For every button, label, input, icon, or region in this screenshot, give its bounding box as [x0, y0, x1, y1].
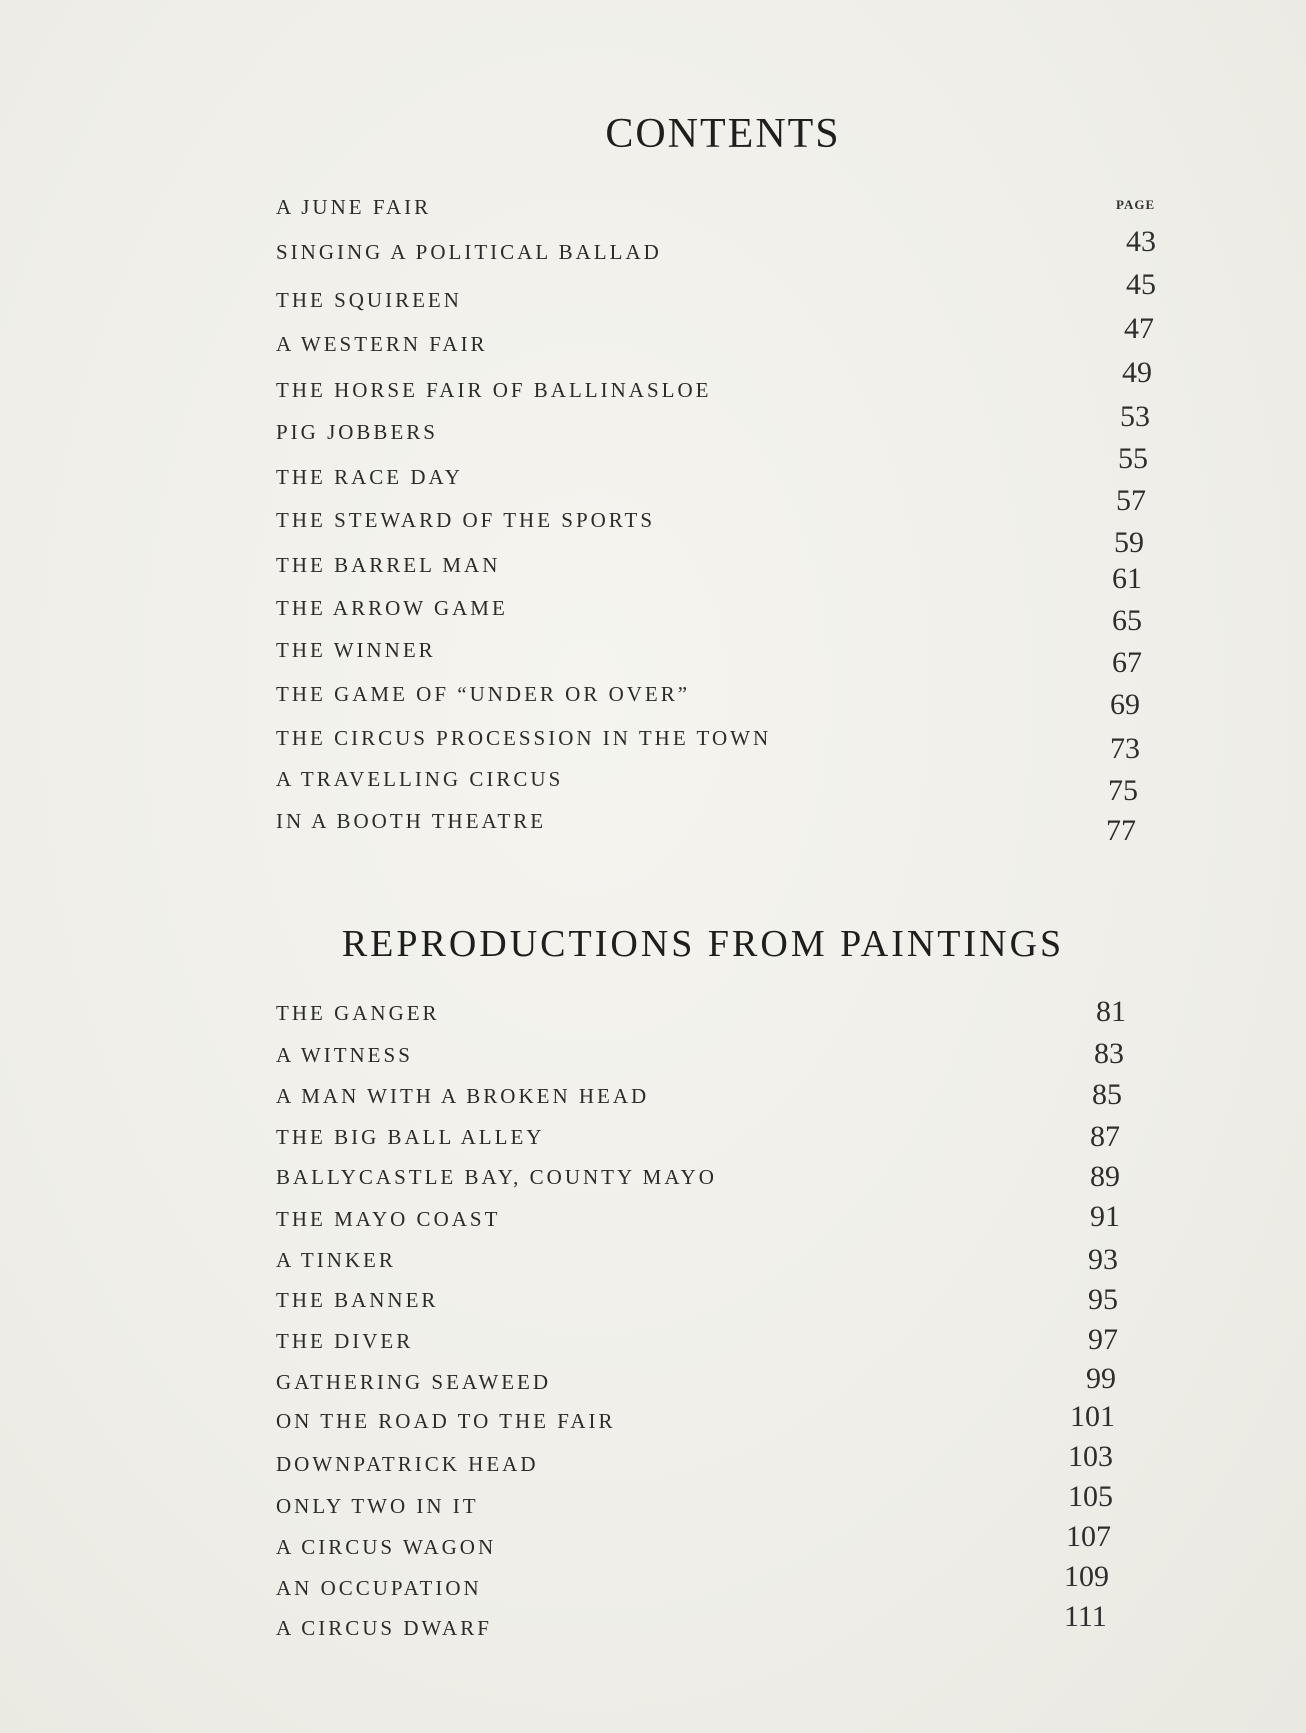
entry-title: THE HORSE FAIR OF BALLINASLOE — [276, 378, 712, 402]
entry-title: A JUNE FAIR — [276, 195, 432, 219]
entry-page-number: 59 — [1114, 526, 1144, 559]
entry-page-number: 81 — [1096, 995, 1126, 1028]
entry-title: GATHERING SEAWEED — [276, 1370, 552, 1394]
entry-title: A WITNESS — [276, 1043, 413, 1067]
entry-title: THE SQUIREEN — [276, 288, 462, 312]
entry-page-number: 43 — [1126, 225, 1156, 258]
entry-page-number: 83 — [1094, 1037, 1124, 1070]
entry-title: THE BANNER — [276, 1288, 439, 1312]
entry-title: A TRAVELLING CIRCUS — [276, 767, 564, 791]
page-column-label: PAGE — [1116, 197, 1156, 212]
entry-page-number: 85 — [1092, 1078, 1122, 1111]
entry-page-number: 111 — [1064, 1600, 1107, 1633]
entry-title: A WESTERN FAIR — [276, 332, 488, 356]
entry-title: THE GANGER — [276, 1001, 440, 1025]
entry-title: AN OCCUPATION — [276, 1576, 482, 1600]
entry-page-number: 87 — [1090, 1120, 1120, 1153]
entry-page-number: 77 — [1106, 814, 1136, 847]
entry-page-number: 49 — [1122, 356, 1152, 389]
entry-title: BALLYCASTLE BAY, COUNTY MAYO — [276, 1165, 717, 1189]
entry-page-number: 97 — [1088, 1323, 1118, 1356]
entry-title: THE ARROW GAME — [276, 596, 508, 620]
entry-title: ONLY TWO IN IT — [276, 1494, 479, 1518]
entry-page-number: 91 — [1090, 1200, 1120, 1233]
entry-page-number: 75 — [1108, 774, 1138, 807]
entry-page-number: 103 — [1068, 1440, 1113, 1473]
entry-page-number: 95 — [1088, 1283, 1118, 1316]
entry-page-number: 57 — [1116, 484, 1146, 517]
entry-title: IN A BOOTH THEATRE — [276, 809, 547, 833]
entry-page-number: 69 — [1110, 688, 1140, 721]
entry-title: THE STEWARD OF THE SPORTS — [276, 508, 656, 532]
entry-page-number: 53 — [1120, 400, 1150, 433]
entry-title: PIG JOBBERS — [276, 420, 438, 444]
entry-page-number: 73 — [1110, 732, 1140, 765]
entry-page-number: 93 — [1088, 1243, 1118, 1276]
entry-page-number: 61 — [1112, 562, 1142, 595]
entry-page-number: 99 — [1086, 1362, 1116, 1395]
entry-title: SINGING A POLITICAL BALLAD — [276, 240, 662, 264]
entry-title: THE MAYO COAST — [276, 1207, 501, 1231]
entry-title: A MAN WITH A BROKEN HEAD — [276, 1084, 650, 1108]
reproductions-heading: REPRODUCTIONS FROM PAINTINGS — [341, 923, 1065, 965]
entry-page-number: 45 — [1126, 268, 1156, 301]
entry-title: THE CIRCUS PROCESSION IN THE TOWN — [276, 726, 772, 750]
entry-title: THE WINNER — [276, 638, 436, 662]
entry-title: THE DIVER — [276, 1329, 414, 1353]
entry-title: A TINKER — [276, 1248, 396, 1272]
entry-page-number: 101 — [1070, 1400, 1115, 1433]
entry-title: THE GAME OF “UNDER OR OVER” — [276, 682, 691, 706]
entry-title: DOWNPATRICK HEAD — [276, 1452, 539, 1476]
entry-title: A CIRCUS DWARF — [276, 1616, 492, 1640]
entry-page-number: 47 — [1124, 312, 1154, 345]
entry-page-number: 109 — [1064, 1560, 1109, 1593]
entry-page-number: 67 — [1112, 646, 1142, 679]
entry-page-number: 55 — [1118, 442, 1148, 475]
entry-title: ON THE ROAD TO THE FAIR — [276, 1409, 616, 1433]
entry-title: THE RACE DAY — [276, 465, 463, 489]
entry-title: A CIRCUS WAGON — [276, 1535, 497, 1559]
entry-page-number: 105 — [1068, 1480, 1113, 1513]
entry-page-number: 89 — [1090, 1160, 1120, 1193]
entry-page-number: 65 — [1112, 604, 1142, 637]
contents-heading: CONTENTS — [605, 111, 841, 157]
entry-page-number: 107 — [1066, 1520, 1111, 1553]
entry-title: THE BIG BALL ALLEY — [276, 1125, 545, 1149]
entry-title: THE BARREL MAN — [276, 553, 501, 577]
